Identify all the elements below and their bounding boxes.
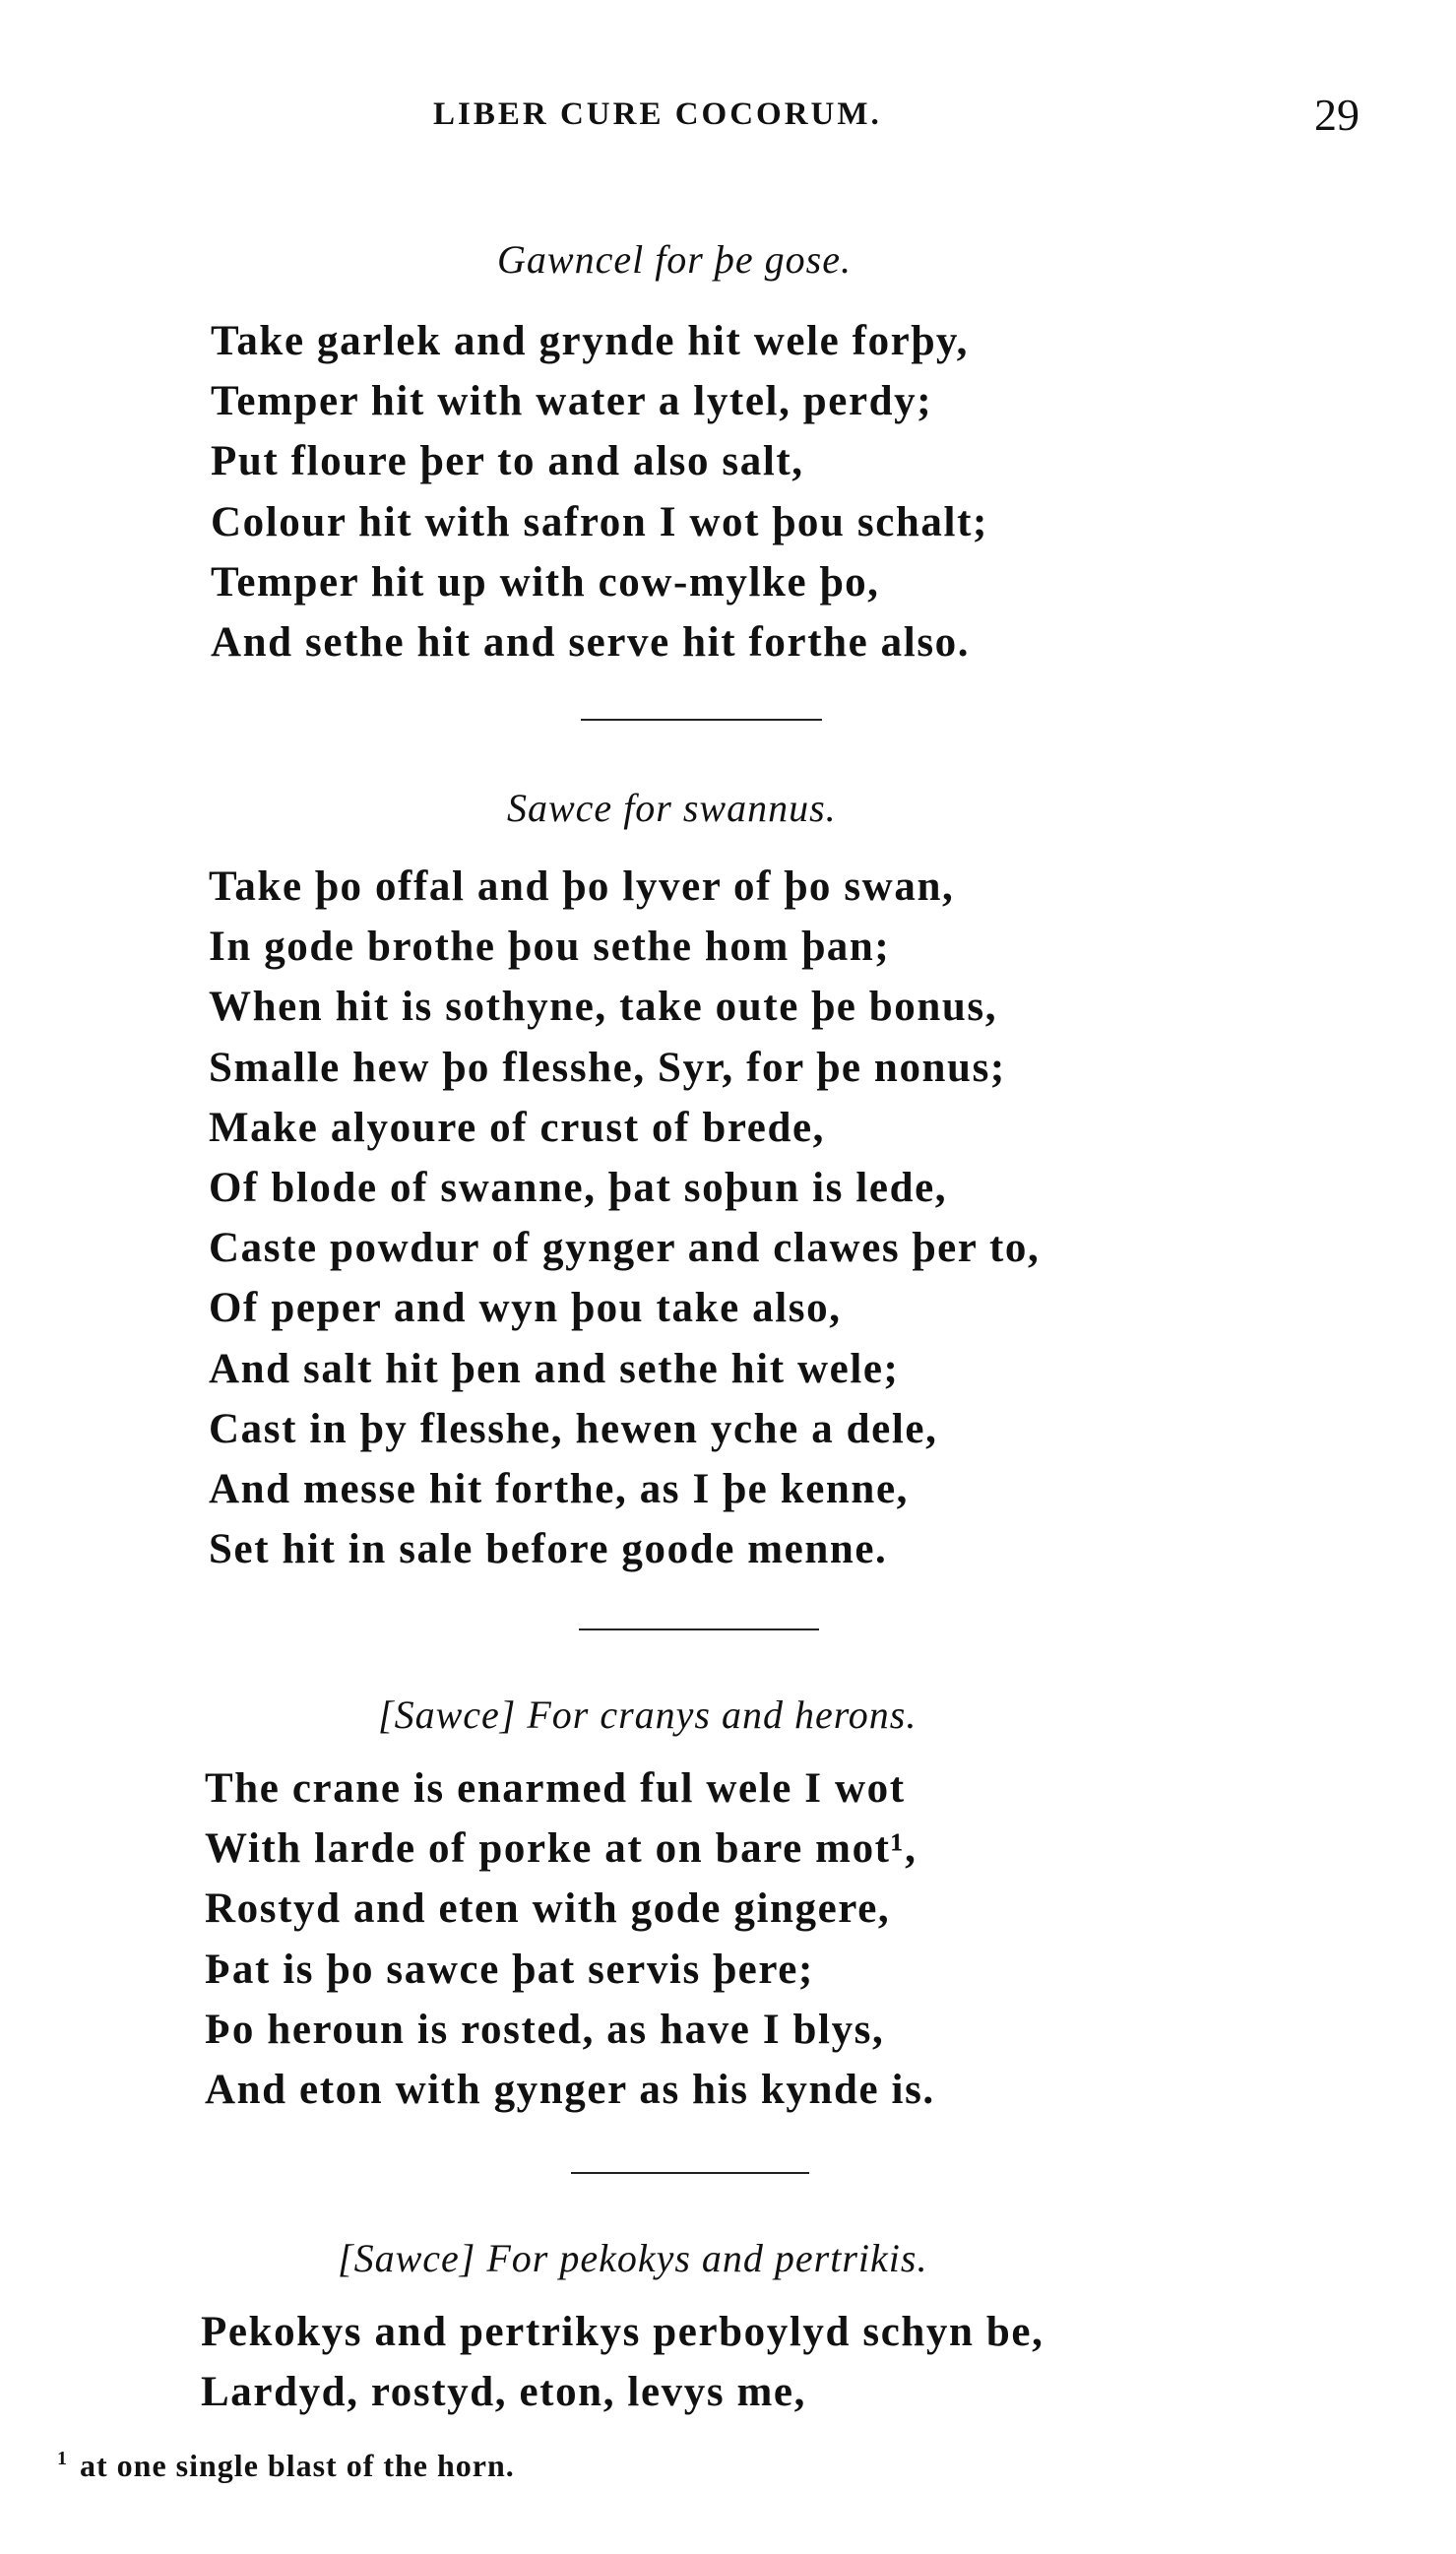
verse-line: Make alyoure of crust of brede,: [209, 1104, 826, 1151]
recipe-title: Sawce for swannus.: [507, 786, 837, 830]
page-number: 29: [1314, 90, 1360, 140]
section-divider: [571, 2172, 809, 2174]
verse-line: Þo heroun is rosted, as have I blys,: [205, 2006, 885, 2053]
verse-line: Put floure þer to and also salt,: [211, 438, 804, 485]
recipe-title: Gawncel for þe gose.: [497, 237, 852, 282]
verse-line: Of blode of swanne, þat soþun is lede,: [209, 1165, 948, 1211]
verse-line: Of peper and wyn þou take also,: [209, 1285, 842, 1332]
recipe-title: [Sawce] For pekokys and pertrikis.: [338, 2236, 928, 2280]
running-title: LIBER CURE COCORUM.: [433, 96, 882, 132]
verse-line: And salt hit þen and sethe hit wele;: [209, 1345, 900, 1392]
verse-line: With larde of porke at on bare mot¹,: [205, 1825, 918, 1873]
verse-line: Temper hit with water a lytel, perdy;: [211, 378, 933, 425]
footnote: [57, 2448, 515, 2484]
section-divider: [579, 1628, 819, 1630]
verse-line: Smalle hew þo flesshe, Syr, for þe nonus;: [209, 1044, 1006, 1091]
verse-line: Take þo offal and þo lyver of þo swan,: [209, 863, 955, 910]
footnote-marker: 1: [57, 2448, 68, 2470]
verse-line: Temper hit up with cow-mylke þo,: [211, 558, 880, 606]
verse-line: Rostyd and eten with gode gingere,: [205, 1885, 891, 1933]
verse-line: Caste powdur of gynger and clawes þer to,: [209, 1225, 1041, 1272]
verse-line: Set hit in sale before goode menne.: [209, 1526, 888, 1573]
verse-line: Colour hit with safron I wot þou schalt;: [211, 498, 988, 545]
verse-line: And messe hit forthe, as I þe kenne,: [209, 1466, 909, 1512]
verse-line: And eton with gynger as his kynde is.: [205, 2067, 935, 2113]
footnote-text: at one single blast of the horn.: [80, 2448, 515, 2483]
verse-line: When hit is sothyne, take oute þe bonus,: [209, 984, 998, 1031]
verse-line: In gode brothe þou sethe hom þan;: [209, 924, 891, 971]
section-divider: [581, 719, 822, 721]
verse-line: The crane is enarmed ful wele I wot: [205, 1765, 906, 1812]
verse-line: Pekokys and pertrikys perboylyd schyn be,: [201, 2309, 1045, 2355]
verse-line: And sethe hit and serve hit forthe also.: [211, 619, 971, 666]
verse-line: Lardyd, rostyd, eton, levys me,: [201, 2369, 806, 2416]
verse-line: Cast in þy flesshe, hewen yche a dele,: [209, 1405, 938, 1452]
recipe-title: [Sawce] For cranys and herons.: [378, 1692, 918, 1737]
verse-line: Take garlek and grynde hit wele forþy,: [211, 318, 969, 364]
verse-line: Þat is þo sawce þat servis þere;: [205, 1946, 814, 1993]
